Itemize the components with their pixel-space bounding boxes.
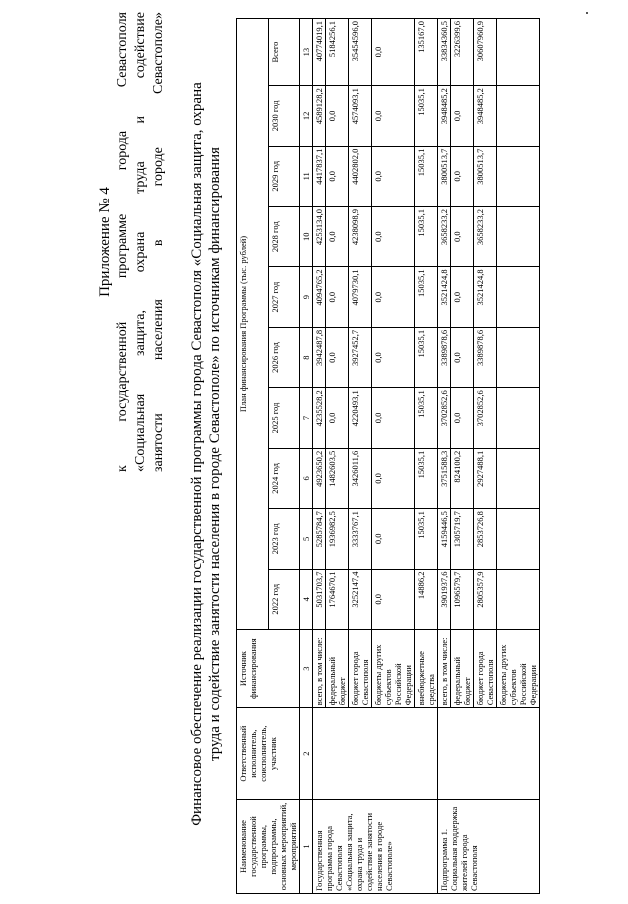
source-cell: бюджет города Севастополя: [349, 629, 372, 707]
table-row: [313, 19, 326, 894]
appendix-heading: Приложение № 4: [97, 187, 113, 297]
year-value-cell: 0,0: [451, 86, 474, 146]
year-value-cell: 2853726,8: [474, 509, 497, 569]
scan-artifact: [586, 12, 588, 14]
year-value-cell: 15035,1: [415, 509, 438, 569]
year-value-cell: [497, 86, 540, 146]
program-name-cell: Подпрограмма 1. Социальная поддержка жителей города Севастополя: [438, 800, 540, 894]
year-value-cell: 15035,1: [415, 207, 438, 267]
total-value-cell: 35454596,0: [349, 19, 372, 86]
source-cell: всего, в том числе:: [438, 629, 451, 707]
total-value-cell: 135167,0: [415, 19, 438, 86]
year-value-cell: 0,0: [372, 448, 415, 508]
year-value-cell: 0,0: [372, 509, 415, 569]
appendix-line: «Социальная защита, охрана труда и содействие: [133, 12, 148, 472]
year-value-cell: [497, 327, 540, 387]
year-value-cell: 4238098,9: [349, 207, 372, 267]
year-value-cell: [497, 146, 540, 206]
executor-cell: [438, 708, 540, 800]
column-number: 8: [300, 327, 313, 387]
year-value-cell: 4253134,0: [313, 207, 326, 267]
total-value-cell: [497, 19, 540, 86]
year-value-cell: 3658233,2: [438, 207, 451, 267]
year-value-cell: 3751588,3: [438, 448, 451, 508]
year-value-cell: 1764670,1: [326, 569, 349, 629]
year-value-cell: 1305719,7: [451, 509, 474, 569]
year-value-cell: 1936982,5: [326, 509, 349, 569]
year-value-cell: 0,0: [372, 569, 415, 629]
program-name-cell: Государственная программа города Севастополя «Социальная защита, охрана труда и содействие занятости населения в городе Севастополе»: [313, 800, 438, 894]
year-value-cell: 1482603,5: [326, 448, 349, 508]
header-year: 2030 год: [268, 86, 300, 146]
executor-cell: [313, 708, 438, 800]
year-value-cell: 0,0: [372, 146, 415, 206]
year-value-cell: 0,0: [372, 86, 415, 146]
year-value-cell: 15035,1: [415, 327, 438, 387]
year-value-cell: 0,0: [326, 86, 349, 146]
year-value-cell: 4417837,1: [313, 146, 326, 206]
financing-table: [236, 18, 540, 894]
year-value-cell: 0,0: [451, 267, 474, 327]
header-name: Наименование государственной программы, подпрограммы, основных мероприятий, мероприятий: [237, 800, 300, 894]
total-value-cell: 3226399,6: [451, 19, 474, 86]
year-value-cell: 5285784,7: [313, 509, 326, 569]
year-value-cell: 0,0: [326, 207, 349, 267]
header-row: [237, 19, 269, 894]
column-number: 13: [300, 19, 313, 86]
source-cell: бюджеты других субъектов Российской Федерации: [497, 629, 540, 707]
column-number: 5: [300, 509, 313, 569]
year-value-cell: 15035,1: [415, 388, 438, 448]
year-value-cell: 4589128,2: [313, 86, 326, 146]
year-value-cell: 3927452,7: [349, 327, 372, 387]
year-value-cell: 1096579,7: [451, 569, 474, 629]
year-value-cell: 0,0: [326, 146, 349, 206]
document-title: [188, 14, 224, 894]
year-value-cell: 4402802,0: [349, 146, 372, 206]
total-value-cell: 0,0: [372, 19, 415, 86]
header-executor: Ответственный исполнитель, соисполнитель, участник: [237, 708, 300, 800]
year-value-cell: 14886,2: [415, 569, 438, 629]
appendix-block: [96, 12, 168, 472]
year-value-cell: 2927488,1: [474, 448, 497, 508]
year-value-cell: 3702852,6: [438, 388, 451, 448]
year-value-cell: 3333767,1: [349, 509, 372, 569]
year-value-cell: 0,0: [326, 267, 349, 327]
year-value-cell: 4159446,5: [438, 509, 451, 569]
year-value-cell: 0,0: [372, 207, 415, 267]
source-cell: всего, в том числе:: [313, 629, 326, 707]
source-cell: бюджет города Севастополя: [474, 629, 497, 707]
year-value-cell: 4220493,1: [349, 388, 372, 448]
appendix-line: к государственной программе города Севастополя: [115, 12, 130, 472]
year-value-cell: 0,0: [451, 327, 474, 387]
column-number: 10: [300, 207, 313, 267]
year-value-cell: 3521424,8: [474, 267, 497, 327]
column-number: 6: [300, 448, 313, 508]
table-row: [438, 19, 451, 894]
year-value-cell: 3800513,7: [474, 146, 497, 206]
column-number: 1: [300, 800, 313, 894]
year-value-cell: 4235528,2: [313, 388, 326, 448]
subprogram-section: [438, 19, 540, 894]
year-value-cell: 5031703,7: [313, 569, 326, 629]
header-year: 2026 год: [268, 327, 300, 387]
year-value-cell: 3389878,6: [474, 327, 497, 387]
year-value-cell: [497, 569, 540, 629]
year-value-cell: 15035,1: [415, 448, 438, 508]
column-number: 11: [300, 146, 313, 206]
appendix-line: занятости населения в городе Севастополе»: [151, 12, 166, 472]
program-section: [313, 19, 438, 894]
year-value-cell: 3252147,4: [349, 569, 372, 629]
year-value-cell: 4574093,1: [349, 86, 372, 146]
total-value-cell: 5184256,1: [326, 19, 349, 86]
column-number: 4: [300, 569, 313, 629]
year-value-cell: [497, 388, 540, 448]
year-value-cell: 4923650,2: [313, 448, 326, 508]
year-value-cell: 3948485,2: [438, 86, 451, 146]
year-value-cell: 3942487,8: [313, 327, 326, 387]
year-value-cell: [497, 207, 540, 267]
title-line: Финансовое обеспечение реализации государственной программы города Севастополя «Социальная защита, охрана: [189, 82, 205, 826]
year-value-cell: 4094765,2: [313, 267, 326, 327]
year-value-cell: 0,0: [372, 327, 415, 387]
year-value-cell: 15035,1: [415, 146, 438, 206]
total-value-cell: 33834360,5: [438, 19, 451, 86]
title-line: труда и содействие занятости населения в городе Севастополе» по источникам финансирования: [207, 147, 223, 761]
year-value-cell: 3521424,8: [438, 267, 451, 327]
year-value-cell: 0,0: [372, 388, 415, 448]
column-number: 2: [300, 708, 313, 800]
year-value-cell: 2805357,9: [474, 569, 497, 629]
column-number: 12: [300, 86, 313, 146]
column-number-row: [300, 19, 313, 894]
header-year: 2028 год: [268, 207, 300, 267]
header-year: 2029 год: [268, 146, 300, 206]
year-value-cell: 824100,2: [451, 448, 474, 508]
source-cell: федеральный бюджет: [326, 629, 349, 707]
column-number: 3: [300, 629, 313, 707]
column-number: 9: [300, 267, 313, 327]
source-cell: внебюджетные средства: [415, 629, 438, 707]
appendix-text: [114, 12, 168, 472]
year-value-cell: 4079730,1: [349, 267, 372, 327]
year-value-cell: 0,0: [372, 267, 415, 327]
year-value-cell: 3389878,6: [438, 327, 451, 387]
year-value-cell: 0,0: [326, 388, 349, 448]
year-value-cell: [497, 448, 540, 508]
header-year: 2025 год: [268, 388, 300, 448]
year-value-cell: 15035,1: [415, 267, 438, 327]
source-cell: федеральный бюджет: [451, 629, 474, 707]
year-value-cell: 15035,1: [415, 86, 438, 146]
year-value-cell: 0,0: [451, 388, 474, 448]
source-cell: бюджеты других субъектов Российской Федерации: [372, 629, 415, 707]
column-number: 7: [300, 388, 313, 448]
year-value-cell: 3901937,6: [438, 569, 451, 629]
year-value-cell: [497, 509, 540, 569]
year-value-cell: 0,0: [451, 207, 474, 267]
header-source: Источник финансирования: [237, 629, 300, 707]
year-value-cell: 3658233,2: [474, 207, 497, 267]
total-value-cell: 30607960,9: [474, 19, 497, 86]
year-value-cell: 3426011,6: [349, 448, 372, 508]
year-value-cell: [497, 267, 540, 327]
header-year: 2027 год: [268, 267, 300, 327]
header-year: 2024 год: [268, 448, 300, 508]
header-plan: План финансирования Программы (тыс. рублей): [237, 19, 269, 630]
year-value-cell: 3800513,7: [438, 146, 451, 206]
year-value-cell: 3948485,2: [474, 86, 497, 146]
year-value-cell: 0,0: [326, 327, 349, 387]
total-value-cell: 40774019,1: [313, 19, 326, 86]
header-year: 2022 год: [268, 569, 300, 629]
header-total: Всего: [268, 19, 300, 86]
header-year: 2023 год: [268, 509, 300, 569]
year-value-cell: 3702852,6: [474, 388, 497, 448]
year-value-cell: 0,0: [451, 146, 474, 206]
